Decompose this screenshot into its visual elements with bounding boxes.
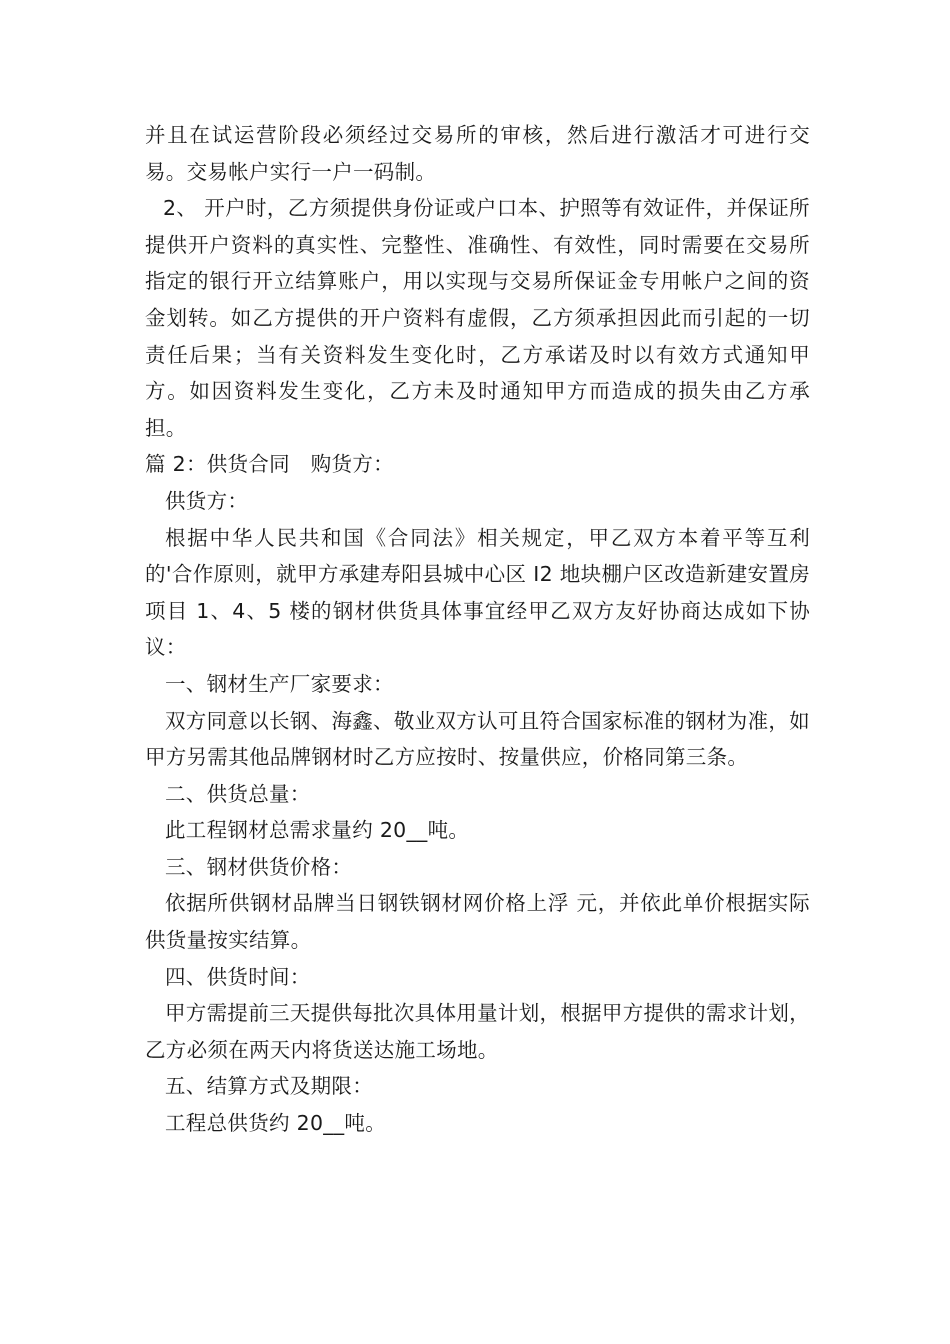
paragraph: 此工程钢材总需求量约 20__吨。 (165, 818, 470, 843)
paragraph: 甲方需提前三天提供每批次具体用量计划，根据甲方提供的需求计划，乙方必须在两天内将货送达施工场地。 (145, 1001, 810, 1062)
paragraph: 工程总供货约 20__吨。 (165, 1111, 387, 1136)
document-body (145, 117, 810, 1142)
clause-heading: 五、结算方式及期限： (165, 1074, 373, 1099)
clause-heading: 一、钢材生产厂家要求： (165, 671, 394, 696)
paragraph: 2、 开户时，乙方须提供身份证或户口本、护照等有效证件，并保证所提供开户资料的真实性、完整性、准确性、有效性，同时需要在交易所指定的银行开立结算账户，用以实现与交易所保证金专用帐户之间的资金划转。如乙方提供的开户资料有虚假，乙方须承担因此而引起的一切责任后果；当有关资料发生变化时，乙方承诺及时以有效方式通知甲方。如因资料发生变化，乙方未及时通知甲方而造成的损失由乙方承担。 (145, 196, 810, 440)
paragraph: 供货方： (165, 488, 249, 513)
clause-heading: 二、供货总量： (165, 781, 311, 806)
clause-heading: 四、供货时间： (165, 964, 311, 989)
clause-heading: 三、钢材供货价格： (165, 854, 353, 879)
paragraph: 根据中华人民共和国《合同法》相关规定，甲乙双方本着平等互利的'合作原则，就甲方承建寿阳县城中心区 I2 地块棚户区改造新建安置房项目 1、4、5 楼的钢材供货具体事宜经甲乙双方友好协商达成如下协议： (145, 525, 810, 660)
paragraph: 并且在试运营阶段必须经过交易所的审核，然后进行激活才可进行交易。交易帐户实行一户一码制。 (145, 123, 810, 184)
section-heading: 篇 2：供货合同 购货方： (145, 452, 394, 477)
paragraph: 双方同意以长钢、海鑫、敬业双方认可且符合国家标准的钢材为准，如甲方另需其他品牌钢材时乙方应按时、按量供应，价格同第三条。 (145, 708, 810, 770)
paragraph: 依据所供钢材品牌当日钢铁钢材网价格上浮 元，并依此单价根据实际供货量按实结算。 (145, 891, 810, 953)
